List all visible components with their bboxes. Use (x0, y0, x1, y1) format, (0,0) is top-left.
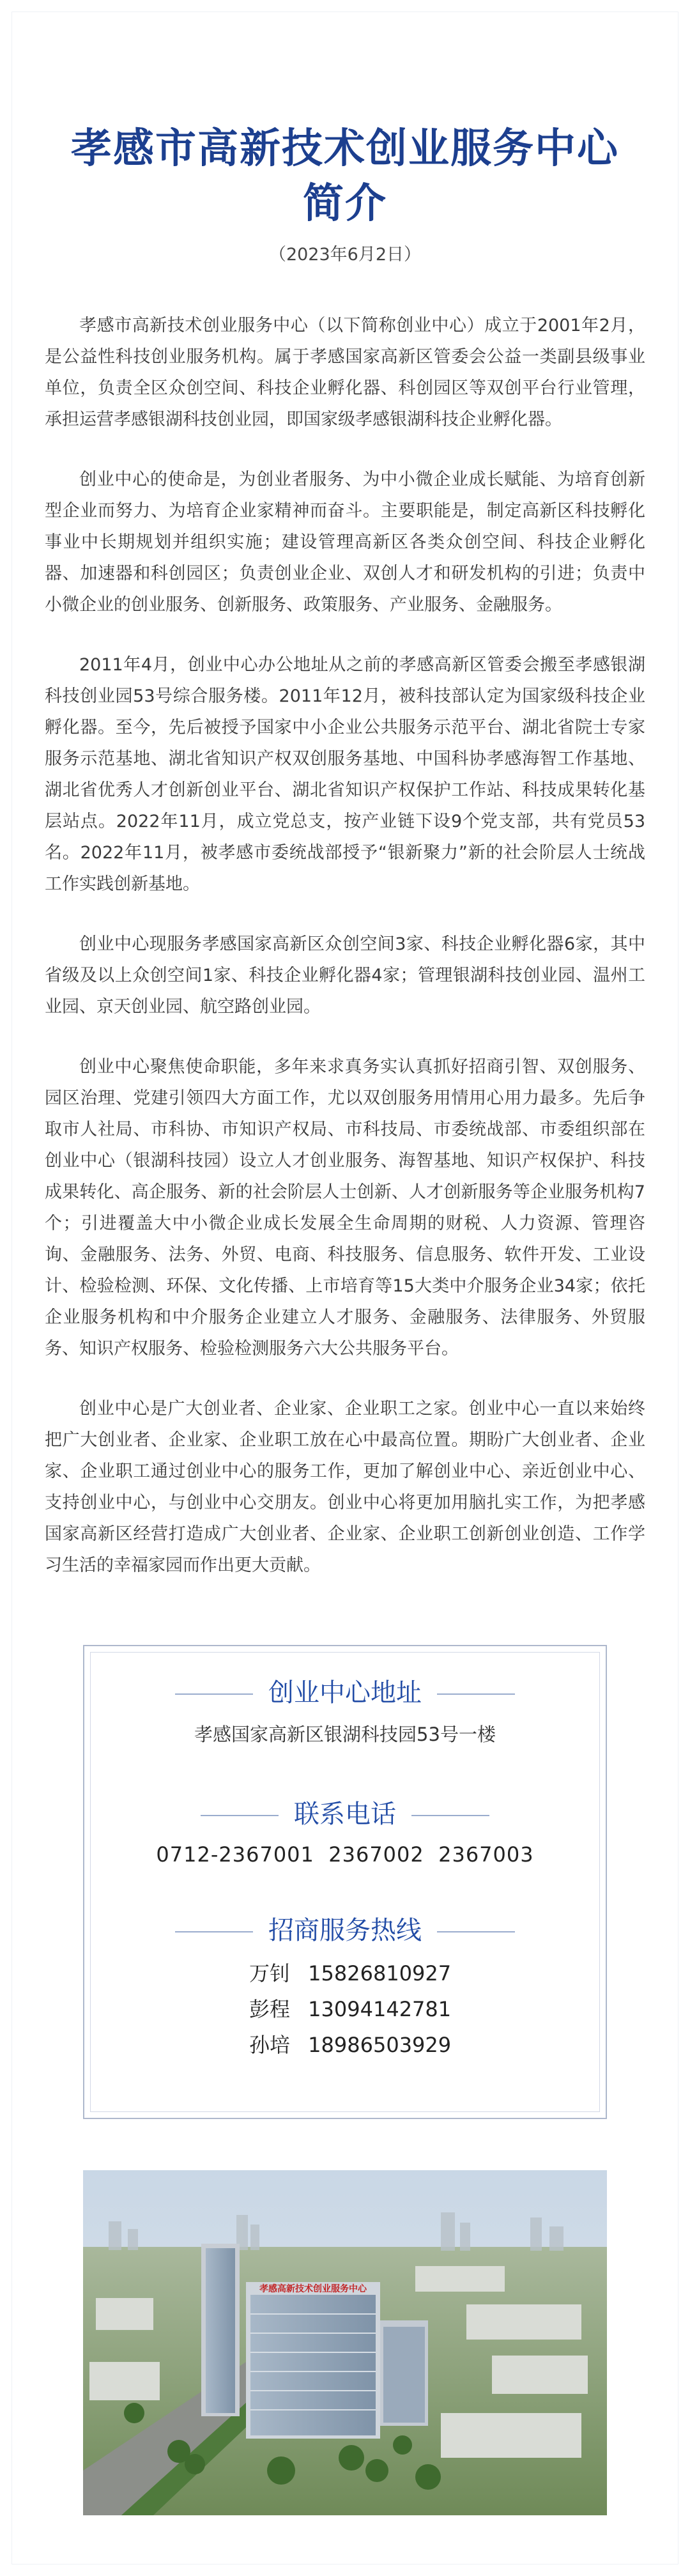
building-sign: 孝感高新技术创业服务中心 (259, 2284, 367, 2294)
heading-rule-left (175, 1931, 253, 1932)
hotline-name: 孙培 (249, 2033, 291, 2057)
address-heading-label: 创业中心地址 (268, 1678, 422, 1708)
title-line-1: 孝感市高新技术创业服务中心 (71, 125, 619, 173)
paragraph-services-scope: 创业中心现服务孝感国家高新区众创空间3家、科技企业孵化器6家，其中省级及以上众创空间1家、科技企业孵化器4家；管理银湖科技创业园、温州工业园、京天创业园、航空路创业园。 (45, 934, 645, 1017)
hotline-phone[interactable]: 13094142781 (308, 1997, 452, 2021)
hotline-row[interactable] (249, 1955, 452, 1991)
hotline-phone[interactable]: 18986503929 (308, 2033, 452, 2057)
phone-section (84, 1798, 606, 1869)
phone-heading (279, 1798, 411, 1830)
hotline-section (84, 1915, 606, 2063)
paragraph-closing: 创业中心是广大创业者、企业家、企业职工之家。创业中心一直以来始终把广大创业者、企业家、企业职工放在心中最高位置。期盼广大创业者、企业家、企业职工通过创业中心的服务工作，更加了解创业中心、亲近创业中心、支持创业中心，与创业中心交朋友。创业中心将更加用脑扎实工作，为把孝感国家高新区经营打造成广大创业者、企业家、企业职工创新创业创造、工作学习生活的幸福家园而作出更大贡献。 (45, 1399, 645, 1575)
heading-rule-right (411, 1815, 489, 1816)
hotline-list (249, 1955, 452, 2063)
hotline-heading-label: 招商服务热线 (268, 1916, 422, 1945)
hotline-row[interactable] (249, 2027, 452, 2063)
paragraph-achievements: 创业中心聚焦使命职能，多年来求真务实认真抓好招商引智、双创服务、园区治理、党建引领四大方面工作，尤以双创服务用情用心用力最多。先后争取市人社局、市科协、市知识产权局、市科技局、市委统战部、市委组织部在创业中心（银湖科技园）设立人才创业服务、海智基地、知识产权保护、科技成果转化、高企服务、新的社会阶层人士创新、人才创新服务等企业服务机构7个；引进覆盖大中小微企业成长发展全生命周期的财税、人力资源、管理咨询、金融服务、法务、外贸、电商、科技服务、信息服务、软件开发、工业设计、检验检测、环保、文化传播、上市培育等15大类中介服务企业34家；依托企业服务机构和中介服务企业建立人才服务、金融服务、法律服务、外贸服务、知识产权服务、检验检测服务六大公共服务平台。 (45, 1057, 645, 1359)
heading-rule-left (175, 1693, 253, 1695)
title-line-2: 简介 (303, 180, 387, 228)
heading-rule-right (437, 1693, 515, 1695)
address-text: 孝感国家高新区银湖科技园53号一楼 (194, 1724, 496, 1745)
heading-rule-right (437, 1931, 515, 1932)
page-frame (12, 12, 678, 2564)
hotline-phone[interactable]: 15826810927 (308, 1961, 452, 1986)
hotline-row[interactable] (249, 1991, 452, 2027)
paragraph-mission: 创业中心的使命是，为创业者服务、为中小微企业成长赋能、为培育创新型企业而努力、为培育企业家精神而奋斗。主要职能是，制定高新区科技孵化事业中长期规划并组织实施；建设管理高新区各类众创空间、科技企业孵化器、加速器和科创园区；负责创业企业、双创人才和研发机构的引进；负责中小微企业的创业服务、创新服务、政策服务、产业服务、金融服务。 (45, 470, 645, 615)
address-heading (253, 1677, 437, 1709)
paragraph-overview: 孝感市高新技术创业服务中心（以下简称创业中心）成立于2001年2月，是公益性科技创业服务机构。属于孝感国家高新区管委会公益一类副县级事业单位，负责全区众创空间、科技企业孵化器、科创园区等双创平台行业管理，承担运营孝感银湖科技创业园，即国家级孝感银湖科技企业孵化器。 (45, 316, 645, 429)
hotline-name: 彭程 (249, 1997, 291, 2021)
heading-rule-left (201, 1815, 279, 1816)
hotline-heading (253, 1915, 437, 1947)
phone-numbers[interactable]: 0712-2367001 2367002 2367003 (156, 1842, 534, 1867)
contact-box (83, 1645, 607, 2119)
phone-heading-label: 联系电话 (294, 1800, 396, 1829)
hotline-name: 万钊 (249, 1961, 291, 1986)
address-section (84, 1677, 606, 1748)
publish-date: （2023年6月2日） (268, 245, 422, 265)
paragraph-history: 2011年4月，创业中心办公地址从之前的孝感高新区管委会搬至孝感银湖科技创业园53号综合服务楼。2011年12月，被科技部认定为国家级科技企业孵化器。至今，先后被授予国家中小企业公共服务示范平台、湖北省院士专家服务示范基地、湖北省知识产权双创服务基地、中国科协孝感海智工作基地、湖北省优秀人才创新创业平台、湖北省知识产权保护工作站、科技成果转化基层站点。2022年11月，成立党总支，按产业链下设9个党支部，共有党员53名。2022年11月，被孝感市委统战部授予“银新聚力”新的社会阶层人士统战工作实践创新基地。 (45, 655, 645, 894)
